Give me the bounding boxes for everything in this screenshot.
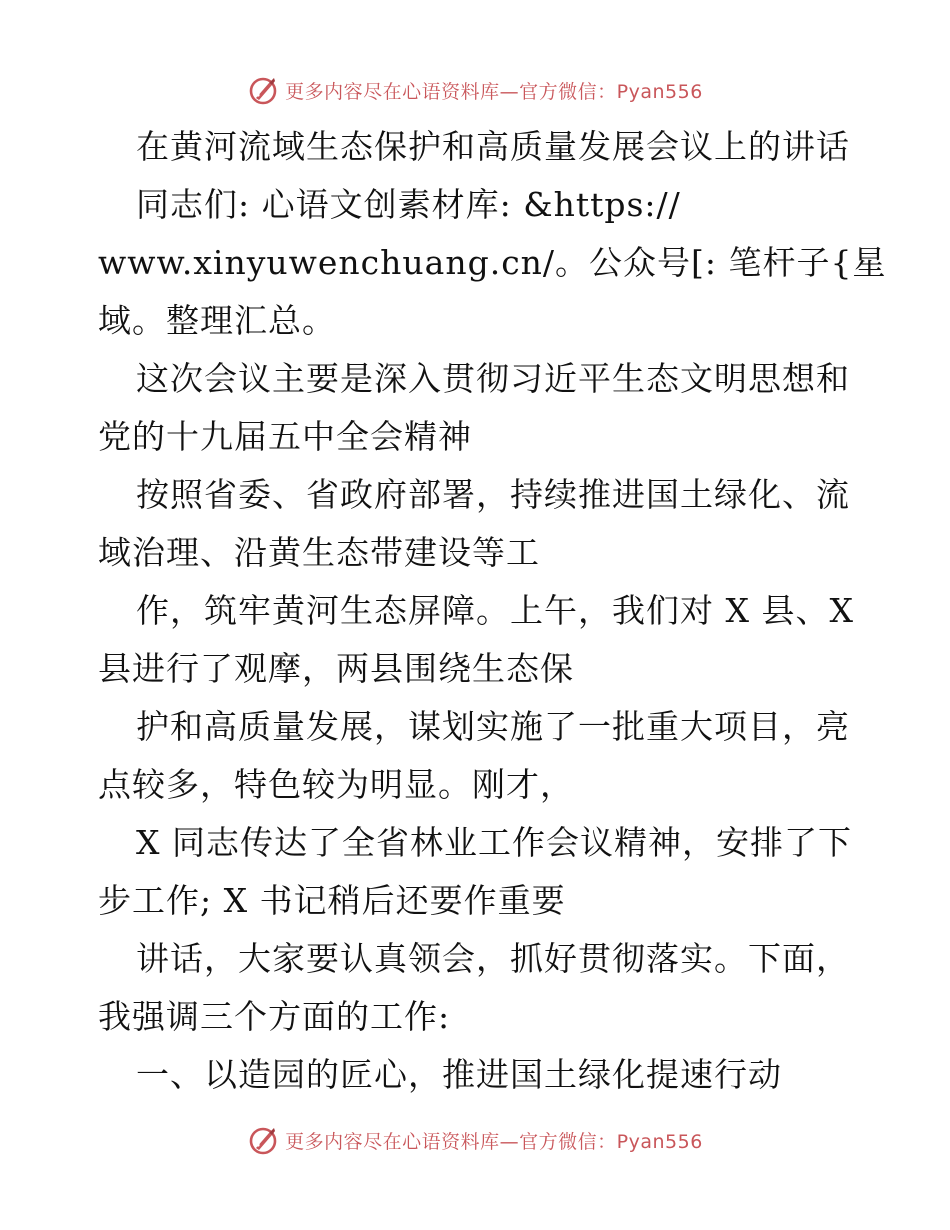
header-banner-text: 更多内容尽在心语资料库—官方微信：Pyan556 [285, 80, 703, 103]
text-line: X 同志传达了全省林业工作会议精神，安排了下 [136, 823, 852, 862]
text-line: 党的十九届五中全会精神 [98, 417, 472, 456]
footer-banner-inner [247, 1124, 703, 1156]
text-line: 县进行了观摩，两县围绕生态保 [98, 649, 574, 688]
text-line: 我强调三个方面的工作: [98, 997, 451, 1036]
text-line: 按照省委、省政府部署，持续推进国土绿化、流 [136, 475, 850, 514]
document-body [98, 118, 887, 1104]
footer-banner [0, 1120, 950, 1160]
text-line: 域。整理汇总。 [98, 301, 336, 340]
footer-banner-text: 更多内容尽在心语资料库—官方微信：Pyan556 [285, 1130, 703, 1153]
text-line: 同志们: 心语文创素材库: &https:// [136, 185, 681, 224]
text-line: 这次会议主要是深入贯彻习近平生态文明思想和 [136, 359, 850, 398]
text-line: 步工作; X 书记稍后还要作重要 [98, 881, 566, 920]
text-line: 域治理、沿黄生态带建设等工 [98, 533, 540, 572]
text-line: 作，筑牢黄河生态屏障。上午，我们对 X 县、X [136, 591, 854, 630]
quill-pen-circle-logo-icon [247, 74, 279, 106]
text-line: 点较多，特色较为明显。刚才， [98, 765, 574, 804]
text-line: 一、以造园的匠心，推进国土绿化提速行动 [136, 1055, 782, 1094]
header-banner-inner [247, 74, 703, 106]
text-line: 护和高质量发展，谋划实施了一批重大项目，亮 [136, 707, 850, 746]
text-line: 在黄河流域生态保护和高质量发展会议上的讲话 [136, 127, 850, 166]
text-line: www.xinyuwenchuang.cn/。公众号[: 笔杆子{星 [98, 243, 887, 282]
header-banner [0, 70, 950, 110]
text-line: 讲话，大家要认真领会，抓好贯彻落实。下面， [136, 939, 850, 978]
quill-pen-circle-logo-icon [247, 1124, 279, 1156]
